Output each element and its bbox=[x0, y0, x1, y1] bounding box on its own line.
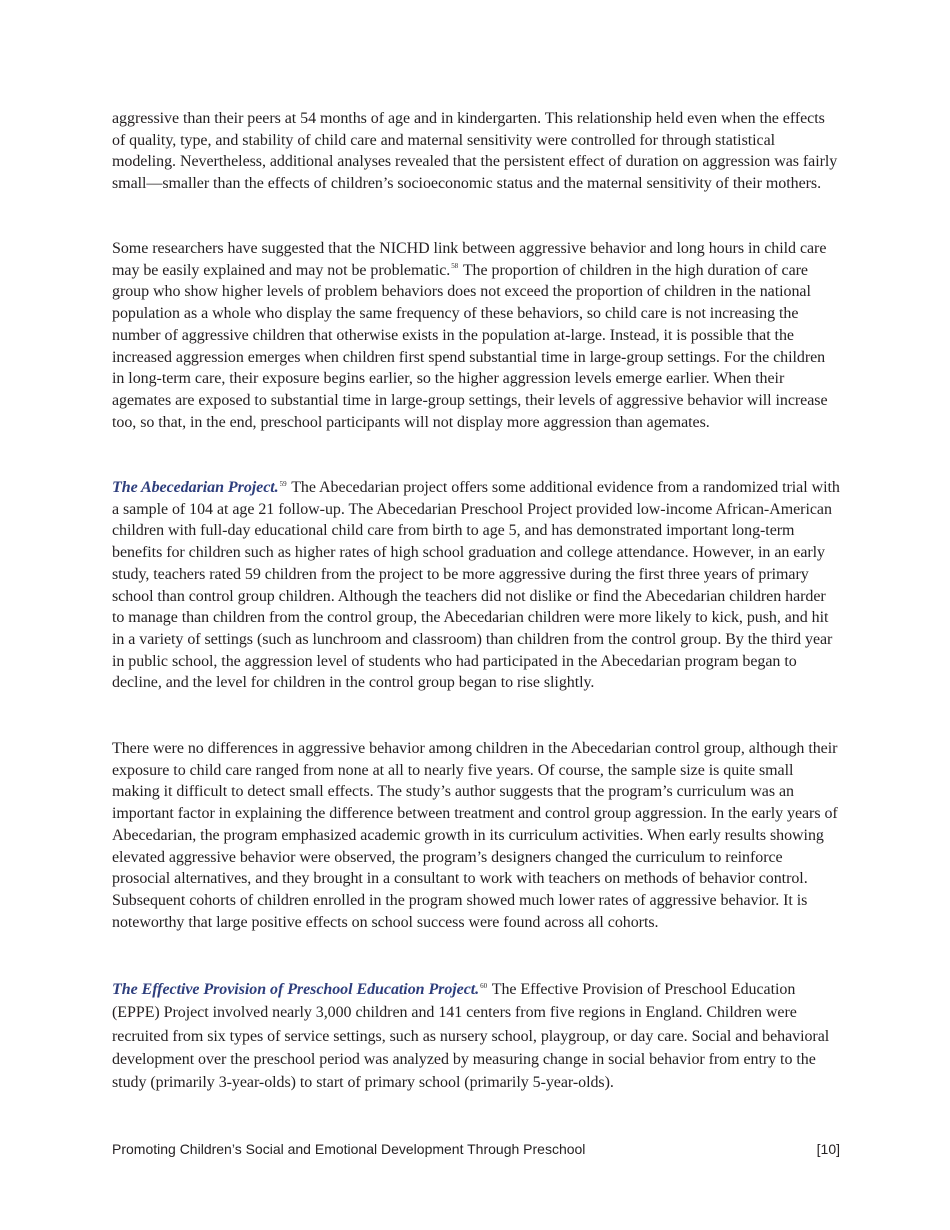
paragraph-text: aggressive than their peers at 54 months of age and in kindergarten. This relationship held even when the effects of quality, type, and stability of child care and maternal sensitivity were controlled for through statistical modeling. Nevertheless, additional analyses revealed that the persistent effect of duration on aggression was fairly small—smaller than the effects of children’s socioeconomic status and the maternal sensitivity of their mothers. bbox=[112, 110, 838, 193]
paragraph-text: The Abecedarian project offers some additional evidence from a randomized trial with a sample of 104 at age 21 follow-up. The Abecedarian Preschool Project provided low-income African-American children with full-day educational child care from birth to age 5, and has demonstrated important long-term benefits for children such as higher rates of high school graduation and college attendance. However, in an early study, teachers rated 59 children from the project to be more aggressive during the first three years of primary school than control group children. Although the teachers did not dislike or find the Abecedarian children harder to manage than children from the control group, the Abecedarian children were more likely to kick, push, and hit in a variety of settings (such as lunchroom and classroom) than children from the control group. By the third year in public school, the aggression level of students who had participated in the Abecedarian program began to decline, and the level for children in the control group began to rise slightly. bbox=[112, 479, 840, 692]
footnote-ref-59: 59 bbox=[279, 479, 287, 488]
paragraph-nichd-link bbox=[112, 238, 840, 433]
page-footer bbox=[112, 1141, 840, 1157]
footnote-ref-60: 60 bbox=[480, 981, 488, 990]
section-heading-eppe: The Effective Provision of Preschool Education Project. bbox=[112, 981, 480, 998]
paragraph-text: The proportion of children in the high duration of care group who show higher levels of problem behaviors does not exceed the proportion of children in the national population as a whole who display the same frequency of these behaviors, so child care is not increasing the number of aggressive children that otherwise exists in the population at-large. Instead, it is possible that the increased aggression emerges when children first spend substantial time in large-group settings. For the children in long-term care, their exposure begins earlier, so the higher aggression levels emerge earlier. When their agemates are exposed to substantial time in large-group settings, their levels of aggressive behavior will increase too, so that, in the end, preschool participants will not display more aggression than agemates. bbox=[112, 261, 828, 431]
section-heading-abecedarian: The Abecedarian Project. bbox=[112, 479, 279, 496]
paragraph-text: There were no differences in aggressive behavior among children in the Abecedarian control group, although their exposure to child care ranged from none at all to nearly five years. Of course, the sample size is quite small making it difficult to detect small effects. The study’s author suggests that the program’s curriculum was an important factor in explaining the difference between treatment and control group aggression. In the early years of Abecedarian, the program emphasized academic growth in its curriculum activities. When early results showing elevated aggressive behavior were observed, the program’s designers changed the curriculum to reinforce prosocial alternatives, and they brought in a consultant to work with teachers on methods of behavior control. Subsequent cohorts of children enrolled in the program showed much lower rates of aggressive behavior. It is noteworthy that large positive effects on school success were found across all cohorts. bbox=[112, 740, 838, 931]
page-number: [10] bbox=[816, 1141, 840, 1157]
paragraph-abecedarian bbox=[112, 477, 840, 694]
footnote-ref-58: 58 bbox=[451, 262, 459, 271]
paragraph-abecedarian-control bbox=[112, 738, 840, 933]
footer-title: Promoting Children’s Social and Emotional Development Through Preschool bbox=[112, 1141, 586, 1157]
paragraph-text: Some researchers have suggested that the NICHD link between aggressive behavior and long hours in child care may be easily explained and may not be problematic. bbox=[112, 240, 827, 279]
paragraph-eppe bbox=[112, 978, 840, 1094]
paragraph-aggression-duration bbox=[112, 108, 840, 195]
paragraph-text: The Effective Provision of Preschool Education (EPPE) Project involved nearly 3,000 children and 141 centers from five regions in England. Children were recruited from six types of service settings, such as nursery school, playgroup, or day care. Social and behavioral development over the preschool period was analyzed by measuring change in social behavior from entry to the study (primarily 3-year-olds) to start of primary school (primarily 5-year-olds). bbox=[112, 981, 830, 1092]
